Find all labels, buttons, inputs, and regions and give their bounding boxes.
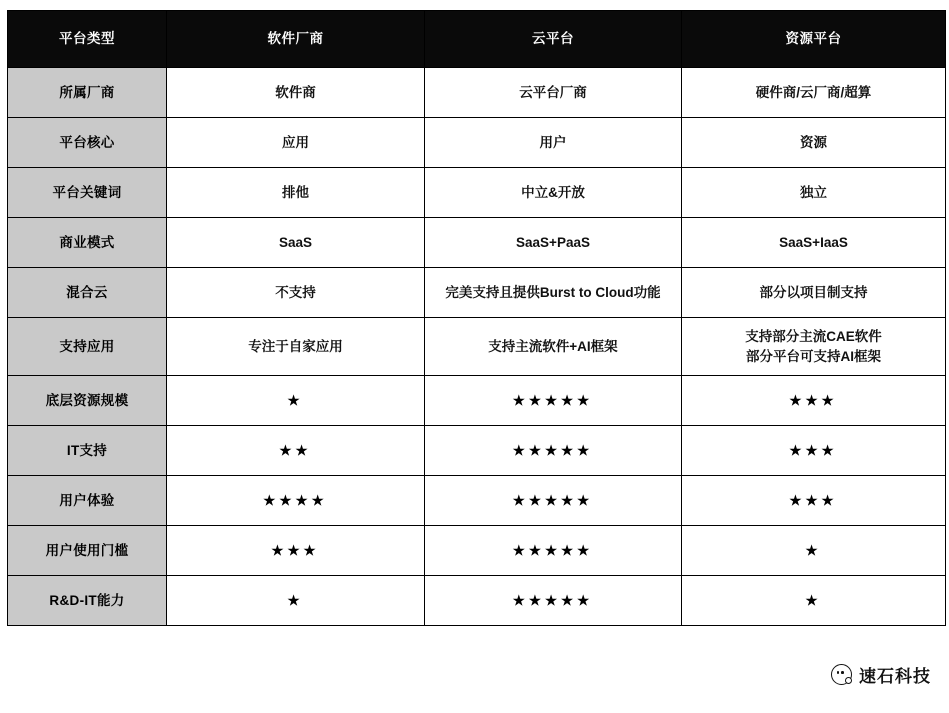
- rating-cell: ★★★★★: [425, 376, 682, 426]
- table-row: [8, 318, 946, 376]
- table-row: [8, 68, 946, 118]
- rating-cell: ★: [167, 376, 425, 426]
- table-row: [8, 426, 946, 476]
- table-cell: SaaS: [167, 218, 425, 268]
- rating-cell: ★★★: [682, 476, 946, 526]
- table-body: [8, 68, 946, 626]
- table-cell: 独立: [682, 168, 946, 218]
- table-row: [8, 376, 946, 426]
- table-cell: 不支持: [167, 268, 425, 318]
- table-header: [8, 11, 946, 68]
- row-header: 支持应用: [8, 318, 167, 376]
- row-header: 平台核心: [8, 118, 167, 168]
- wechat-icon: [831, 664, 852, 685]
- column-header-cloud-platform: 云平台: [425, 11, 682, 68]
- rating-cell: ★★★★★: [425, 476, 682, 526]
- table-cell: 支持部分主流CAE软件 部分平台可支持AI框架: [682, 318, 946, 376]
- table-cell: 部分以项目制支持: [682, 268, 946, 318]
- table-row: [8, 476, 946, 526]
- table-cell: 排他: [167, 168, 425, 218]
- platform-comparison-table: [7, 10, 946, 626]
- row-header: 用户使用门槛: [8, 526, 167, 576]
- rating-cell: ★★★★: [167, 476, 425, 526]
- table-cell: 用户: [425, 118, 682, 168]
- row-header: 混合云: [8, 268, 167, 318]
- table-row: [8, 118, 946, 168]
- table-cell: 支持主流软件+AI框架: [425, 318, 682, 376]
- row-header: 用户体验: [8, 476, 167, 526]
- table-row: [8, 268, 946, 318]
- table-row: [8, 168, 946, 218]
- rating-cell: ★★: [167, 426, 425, 476]
- row-header: 平台关键词: [8, 168, 167, 218]
- rating-cell: ★: [167, 576, 425, 626]
- table-cell: 云平台厂商: [425, 68, 682, 118]
- footer-brand: [831, 662, 931, 687]
- table-header-row: [8, 11, 946, 68]
- table-cell: 专注于自家应用: [167, 318, 425, 376]
- table-cell: 中立&开放: [425, 168, 682, 218]
- rating-cell: ★★★★★: [425, 576, 682, 626]
- column-header-resource-platform: 资源平台: [682, 11, 946, 68]
- row-header: 底层资源规模: [8, 376, 167, 426]
- table-cell: 硬件商/云厂商/超算: [682, 68, 946, 118]
- column-header-platform-type: 平台类型: [8, 11, 167, 68]
- rating-cell: ★★★: [682, 426, 946, 476]
- rating-cell: ★: [682, 576, 946, 626]
- table-cell: 完美支持且提供Burst to Cloud功能: [425, 268, 682, 318]
- row-header: R&D-IT能力: [8, 576, 167, 626]
- brand-name: 速石科技: [859, 667, 931, 686]
- rating-cell: ★★★: [167, 526, 425, 576]
- table-row: [8, 576, 946, 626]
- rating-cell: ★★★★★: [425, 426, 682, 476]
- table-cell: SaaS+IaaS: [682, 218, 946, 268]
- rating-cell: ★: [682, 526, 946, 576]
- table-cell: SaaS+PaaS: [425, 218, 682, 268]
- page-root: [0, 10, 949, 713]
- row-header: IT支持: [8, 426, 167, 476]
- table-cell: 软件商: [167, 68, 425, 118]
- row-header: 所属厂商: [8, 68, 167, 118]
- row-header: 商业模式: [8, 218, 167, 268]
- column-header-software-vendor: 软件厂商: [167, 11, 425, 68]
- rating-cell: ★★★★★: [425, 526, 682, 576]
- table-row: [8, 218, 946, 268]
- table-cell: 应用: [167, 118, 425, 168]
- rating-cell: ★★★: [682, 376, 946, 426]
- table-cell: 资源: [682, 118, 946, 168]
- table-row: [8, 526, 946, 576]
